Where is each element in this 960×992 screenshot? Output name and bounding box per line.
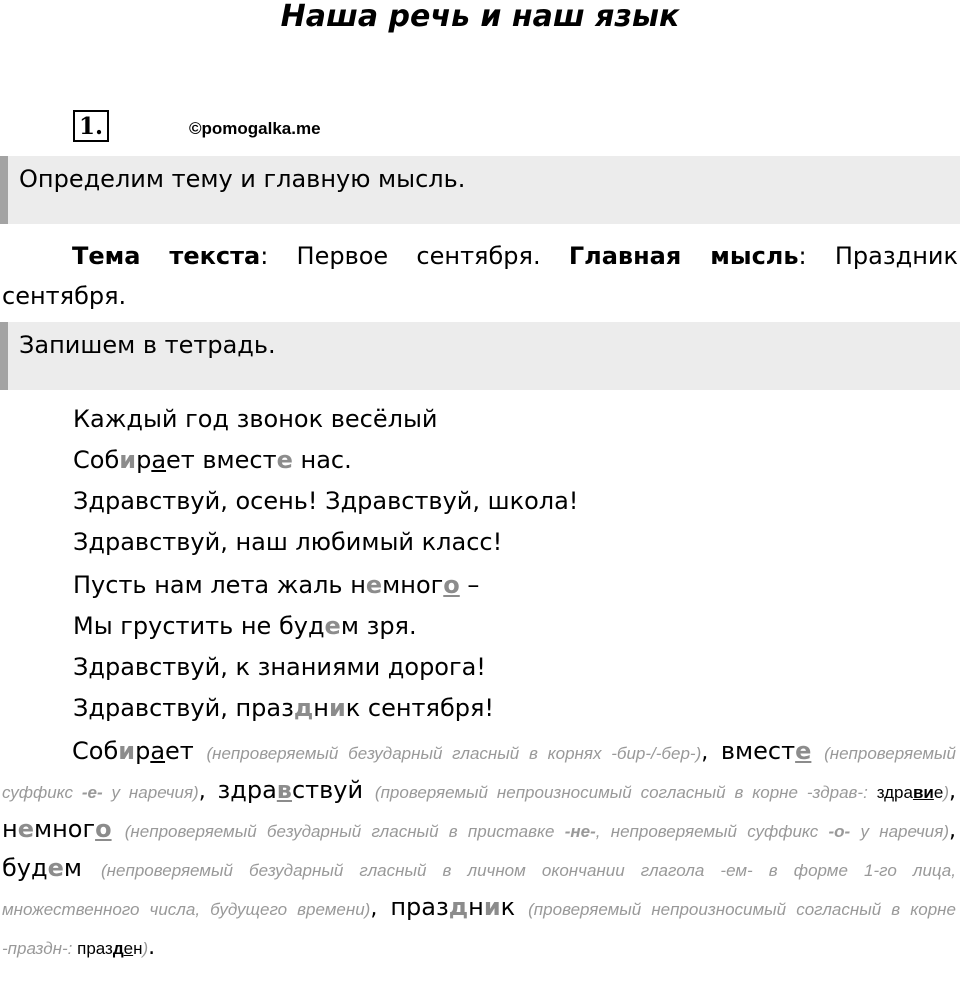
orthogram: д [293, 694, 314, 722]
word-prazdnik: праздник [390, 893, 516, 921]
theme-label: Тема текста [72, 242, 261, 270]
site-watermark: ©pomogalka.me [189, 119, 321, 138]
instruction-bar-2 [0, 322, 960, 390]
poem-line-2: Собирает вместе нас. [73, 446, 352, 474]
theme-value: : Первое сентября. [260, 242, 569, 270]
orthogram: е [324, 612, 341, 640]
orthogram-underlined: о [443, 571, 460, 599]
poem-stanza-2 [73, 565, 494, 729]
orthogram: и [328, 694, 346, 722]
poem-line-6: Мы грустить не будем зря. [73, 612, 417, 640]
poem-stanza-1 [73, 399, 578, 563]
main-idea-label: Главная мысль [568, 242, 799, 270]
explanation-paragraph: Собирает (непроверяемый безударный гласный в корнях -бир-/-бер-), вместе (непроверяемый суффикс -е- у наречия), здравствуй (проверяемый непроизносимый согласный в корне -здрав-: здравие), немного (непроверяемый безударный гласный в приставке -не-, непроверяемый суффикс -о- у наречия), будем (непроверяемый безударный гласный в личном окончании глагола -ем- в форме 1-го лица, множественного числа, будущего времени), праздник (проверяемый непроизносимый согласный в корне -праздн-: празден). [2, 737, 956, 960]
instruction-text-2: Запишем в тетрадь. [19, 331, 276, 359]
poem-line-8: Здравствуй, праздник сентября! [73, 694, 495, 722]
word-nemnogo: немного [2, 815, 112, 843]
check-word-zdravie: здравие [876, 783, 944, 802]
word-budem: будем [2, 854, 82, 882]
note-2: (непроверяемый суффикс -е- у наречия) [2, 744, 956, 802]
note-5: (непроверяемый безударный гласный в личном окончании глагола -ем- в форме 1-го лица, множественного числа, будущего времени) [2, 861, 956, 919]
main-idea-value: : Праздник сентября. [2, 242, 958, 310]
note-6: (проверяемый непроизносимый согласный в корне -праздн-: празден) [2, 900, 956, 958]
poem-line-7: Здравствуй, к знаниями дорога! [73, 653, 486, 681]
exercise-number: 1. [73, 110, 109, 142]
note-3: (проверяемый непроизносимый согласный в корне -здрав-: здравие) [374, 783, 949, 802]
poem-line-4: Здравствуй, наш любимый класс! [73, 528, 503, 556]
poem-line-5: Пусть нам лета жаль немного – [73, 571, 480, 599]
theme-paragraph [2, 236, 958, 316]
orthogram-underlined: а [151, 446, 167, 474]
orthogram: е [365, 571, 383, 599]
word-sobiraet: Собирает [72, 737, 194, 765]
poem-line-3: Здравствуй, осень! Здравствуй, школа! [73, 487, 579, 515]
instruction-bar-1 [0, 156, 960, 224]
orthogram: е [276, 446, 293, 474]
note-1: (непроверяемый безударный гласный в корнях -бир-/-бер-) [206, 744, 702, 763]
page-title: Наша речь и наш язык [280, 0, 680, 34]
word-zdravstvuy: здравствуй [217, 776, 364, 804]
word-vmeste: вместе [720, 737, 812, 765]
check-word-prazden: празден [77, 939, 143, 958]
orthogram: и [119, 446, 137, 474]
instruction-text-1: Определим тему и главную мысль. [19, 165, 466, 193]
note-4: (непроверяемый безударный гласный в приставке -не-, непроверяемый суффикс -о- у наречия) [124, 822, 949, 841]
poem-line-1: Каждый год звонок весёлый [73, 405, 438, 433]
